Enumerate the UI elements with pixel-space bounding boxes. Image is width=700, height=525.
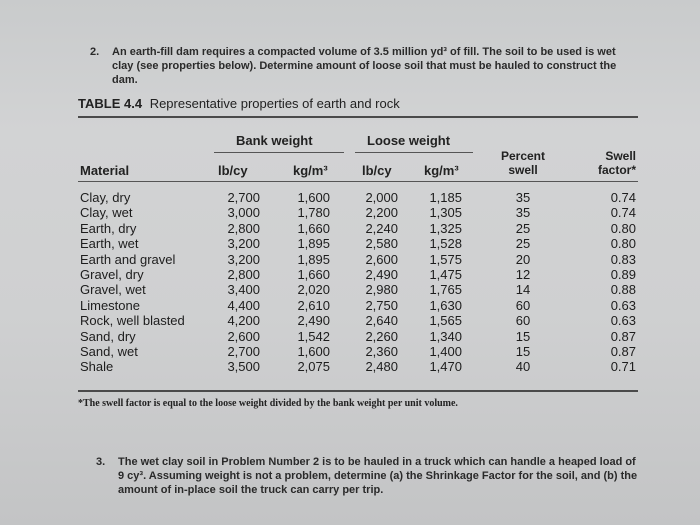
table-cell-loose-lbcy: 2,580 [365,236,398,252]
table-cell-loose-kgm3: 1,575 [429,251,462,267]
table-cell-loose-lbcy: 2,640 [365,313,398,329]
table-cell-bank-kgm3: 1,780 [297,205,330,221]
table-cell-loose-lbcy: 2,600 [365,251,398,267]
bank-kgm3-column [270,190,330,375]
table-bottom-rule [78,390,638,392]
table-cell-loose-lbcy: 2,750 [365,297,398,313]
loose-weight-underline [355,152,473,153]
material-header: Material [80,163,130,178]
table-cell-percent-swell: 15 [515,328,531,344]
table-cell-bank-lbcy: 3,400 [227,282,260,298]
bank-weight-underline [214,152,344,153]
table-cell-loose-lbcy: 2,980 [365,282,398,298]
table-cell-loose-lbcy: 2,480 [365,359,398,375]
table-cell-loose-kgm3: 1,340 [429,328,462,344]
table-cell-bank-lbcy: 2,800 [227,267,260,283]
percent-swell-header-line2: swell [508,163,538,177]
percent-swell-column [492,190,554,375]
table-cell-loose-kgm3: 1,528 [429,236,462,252]
table-label: TABLE 4.4 [78,96,143,111]
table-cell-swell-factor: 0.63 [610,313,636,329]
swell-factor-column [574,190,636,375]
table-cell-bank-kgm3: 1,660 [297,267,330,283]
table-cell-percent-swell: 25 [515,220,531,236]
table-cell-percent-swell: 35 [515,190,531,205]
loose-weight-header: Loose weight [367,133,451,148]
table-cell-bank-lbcy: 4,400 [227,297,260,313]
table-caption: Representative properties of earth and rock [149,96,400,111]
table-top-rule [78,116,638,118]
table-cell-swell-factor: 0.87 [610,328,636,344]
table-cell-bank-kgm3: 2,610 [297,297,330,313]
table-cell-material: Shale [80,359,114,375]
table-cell-loose-lbcy: 2,000 [365,190,398,205]
table-cell-material: Earth and gravel [80,251,176,267]
table-cell-percent-swell: 25 [515,236,531,252]
bank-weight-header: Bank weight [236,133,313,148]
table-cell-swell-factor: 0.80 [610,236,636,252]
table-cell-bank-lbcy: 2,800 [227,220,260,236]
table-cell-loose-kgm3: 1,400 [429,344,462,360]
bank-lbcy-column [200,190,260,375]
table-cell-percent-swell: 60 [515,313,531,329]
table-cell-bank-kgm3: 2,075 [297,359,330,375]
table-cell-bank-lbcy: 2,700 [227,190,260,205]
table-cell-loose-kgm3: 1,185 [429,190,462,205]
loose-kgm3-header: kg/m³ [424,163,459,178]
table-cell-swell-factor: 0.88 [610,282,636,298]
table-cell-loose-kgm3: 1,565 [429,313,462,329]
table-cell-bank-kgm3: 1,542 [297,328,330,344]
table-cell-bank-kgm3: 1,600 [297,190,330,205]
table-cell-bank-kgm3: 2,020 [297,282,330,298]
table-cell-swell-factor: 0.87 [610,344,636,360]
table-cell-bank-kgm3: 1,660 [297,220,330,236]
table-cell-bank-kgm3: 2,490 [297,313,330,329]
table-cell-percent-swell: 40 [515,359,531,375]
table-cell-bank-lbcy: 3,200 [227,251,260,267]
table-footnote: *The swell factor is equal to the loose weight divided by the bank weight per unit volume. [78,398,458,409]
table-cell-material: Clay, wet [80,205,133,221]
table-cell-percent-swell: 20 [515,251,531,267]
table-cell-percent-swell: 12 [515,267,531,283]
table-cell-swell-factor: 0.74 [610,190,636,205]
table-title [78,96,400,111]
problem-3 [96,455,638,497]
problem-2-number: 2. [90,46,100,58]
table-cell-material: Limestone [80,297,140,313]
table-cell-bank-lbcy: 3,200 [227,236,260,252]
table-cell-loose-lbcy: 2,260 [365,328,398,344]
table-cell-material: Earth, dry [80,220,137,236]
table-cell-swell-factor: 0.83 [610,251,636,267]
table-cell-material: Earth, wet [80,236,139,252]
table-cell-bank-kgm3: 1,895 [297,251,330,267]
table-cell-material: Clay, dry [80,190,131,205]
table-cell-material: Sand, dry [80,328,136,344]
problem-2-text: An earth-fill dam requires a compacted volume of 3.5 million yd³ of fill. The soil to be used is wet clay (see properties below). Determine amount of loose soil that must be hauled to construct the dam. [112,46,617,86]
problem-2 [90,45,632,87]
table-cell-percent-swell: 15 [515,344,531,360]
table-cell-material: Gravel, dry [80,267,144,283]
table-cell-bank-lbcy: 2,600 [227,328,260,344]
table-cell-percent-swell: 35 [515,205,531,221]
table-cell-percent-swell: 60 [515,297,531,313]
table-cell-loose-lbcy: 2,240 [365,220,398,236]
table-cell-swell-factor: 0.80 [610,220,636,236]
table-cell-bank-lbcy: 3,000 [227,205,260,221]
table-cell-material: Gravel, wet [80,282,146,298]
loose-lbcy-column [338,190,398,375]
table-cell-loose-kgm3: 1,305 [429,205,462,221]
table-cell-bank-lbcy: 2,700 [227,344,260,360]
swell-factor-header-line2: factor* [597,163,636,177]
table-cell-material: Rock, well blasted [80,313,185,329]
table-cell-swell-factor: 0.71 [610,359,636,375]
loose-lbcy-header: lb/cy [362,163,392,178]
problem-3-number: 3. [96,456,106,468]
bank-lbcy-header: lb/cy [218,163,248,178]
table-cell-bank-kgm3: 1,895 [297,236,330,252]
table-cell-loose-kgm3: 1,630 [429,297,462,313]
table-cell-swell-factor: 0.89 [610,267,636,283]
table-cell-swell-factor: 0.63 [610,297,636,313]
table-cell-loose-lbcy: 2,360 [365,344,398,360]
bank-kgm3-header: kg/m³ [293,163,328,178]
table-cell-loose-kgm3: 1,470 [429,359,462,375]
material-column [80,190,185,375]
table-cell-swell-factor: 0.74 [610,205,636,221]
table-cell-loose-kgm3: 1,475 [429,267,462,283]
table-cell-loose-lbcy: 2,490 [365,267,398,283]
percent-swell-header-line1: Percent [500,149,546,163]
table-cell-percent-swell: 14 [515,282,531,298]
table-cell-loose-kgm3: 1,325 [429,220,462,236]
table-cell-loose-kgm3: 1,765 [429,282,462,298]
table-cell-bank-lbcy: 3,500 [227,359,260,375]
problem-3-text: The wet clay soil in Problem Number 2 is to be hauled in a truck which can handle a heaped load of 9 cy³. Assuming weight is not a problem, determine (a) the Shrinkage Factor for the soil, and (b) the amount of in-place soil the truck can carry per trip. [118,456,638,496]
loose-kgm3-column [402,190,462,375]
header-underline [78,181,638,182]
table-cell-bank-lbcy: 4,200 [227,313,260,329]
table-cell-loose-lbcy: 2,200 [365,205,398,221]
swell-factor-header-line1: Swell [605,149,636,163]
table-cell-bank-kgm3: 1,600 [297,344,330,360]
table-cell-material: Sand, wet [80,344,138,360]
